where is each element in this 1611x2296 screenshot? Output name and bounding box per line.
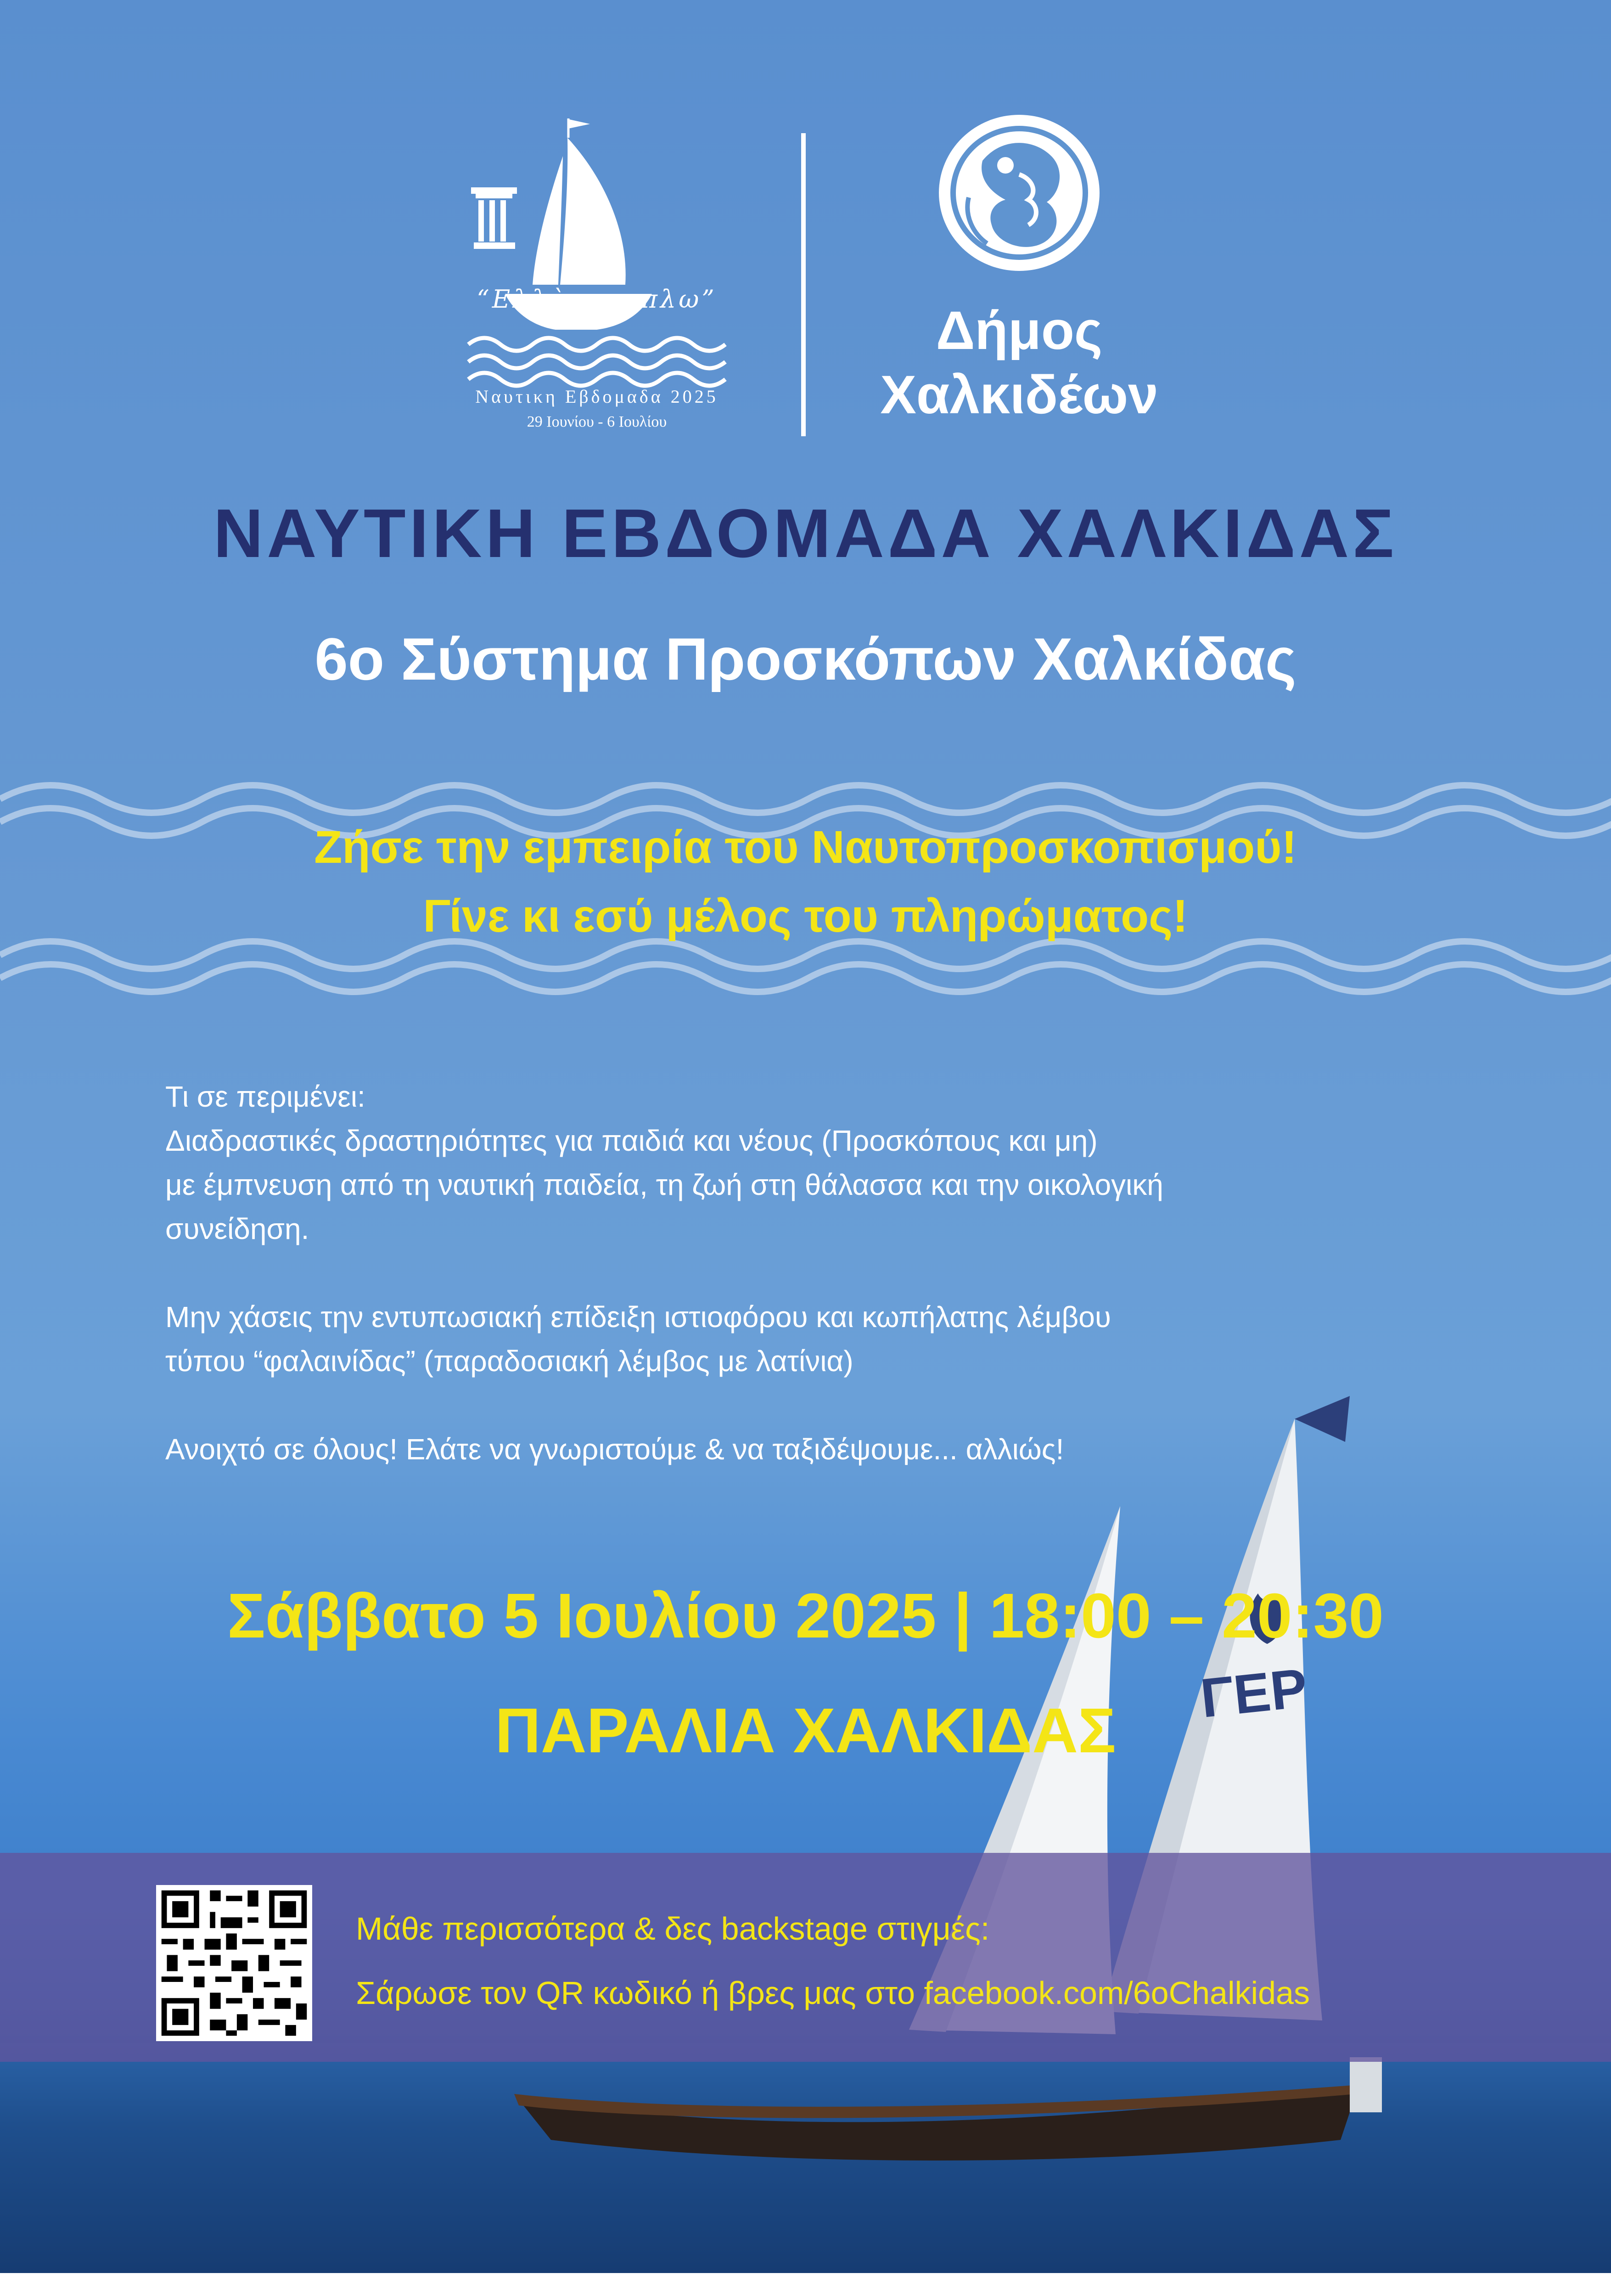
page-title: ΝΑΥΤΙΚΗ ΕΒΔΟΜΑΔΑ ΧΑΛΚΙΔΑΣ: [213, 495, 1398, 572]
body-line: τύπου “φαλαινίδας” (παραδοσιακή λέμβος με λατίνια): [165, 1345, 853, 1378]
body-line: συνείδηση.: [165, 1212, 309, 1245]
body-text: [165, 1075, 1488, 1515]
tagline-line-1: Ζήσε την εμπειρία του Ναυτοπροσκοπισμού!: [314, 822, 1297, 873]
event-date-time: Σάββατο 5 Ιουλίου 2025 | 18:00 – 20:30: [227, 1581, 1384, 1651]
qr-code-icon[interactable]: [156, 1885, 312, 2041]
info-band-link[interactable]: Σάρωσε τον QR κωδικό ή βρες μας στο facebook.com/6oChalkidas: [356, 1975, 1310, 2011]
coin-emblem-icon: [914, 106, 1125, 280]
tagline-line-2: Γίνε κι εσύ μέλος του πληρώματος!: [423, 890, 1188, 942]
body-line: Μην χάσεις την εντυπωσιακή επίδειξη ιστιοφόρου και κωπήλατης λέμβου: [165, 1300, 1111, 1334]
event-week-label: Ναυτικη Εβδομαδα 2025: [475, 386, 718, 407]
municipality-name: [836, 298, 1203, 427]
info-band-line-1: Μάθε περισσότερα & δες backstage στιγμές:: [356, 1911, 990, 1947]
body-line: με έμπνευση από τη ναυτική παιδεία, τη ζωή στη θάλασσα και την οικολογική: [165, 1168, 1163, 1201]
page-subtitle: 6ο Σύστημα Προσκόπων Χαλκίδας: [314, 625, 1297, 692]
body-line: Διαδραστικές δραστηριότητες για παιδιά και νέους (Προσκόπους και μη): [165, 1124, 1098, 1157]
event-motto: “Ελλὰς εν πλω”: [477, 285, 717, 314]
sail-text: ΓΕΡ: [1197, 1657, 1310, 1729]
event-week-dates: 29 Ιουνίου - 6 Ιουλίου: [527, 413, 667, 430]
header-divider: [801, 133, 806, 436]
municipality-line-1: Δήμος: [936, 300, 1103, 361]
event-place: ΠΑΡΑΛΙΑ ΧΑΛΚΙΔΑΣ: [495, 1695, 1116, 1766]
body-line: Ανοιχτό σε όλους! Ελάτε να γνωριστούμε & να ταξιδέψουμε... αλλιώς!: [165, 1433, 1064, 1466]
municipality-line-2: Χαλκιδέων: [880, 365, 1158, 425]
body-line: Τι σε περιμένει:: [165, 1080, 365, 1113]
sponsors-footer: [0, 2273, 1611, 2296]
